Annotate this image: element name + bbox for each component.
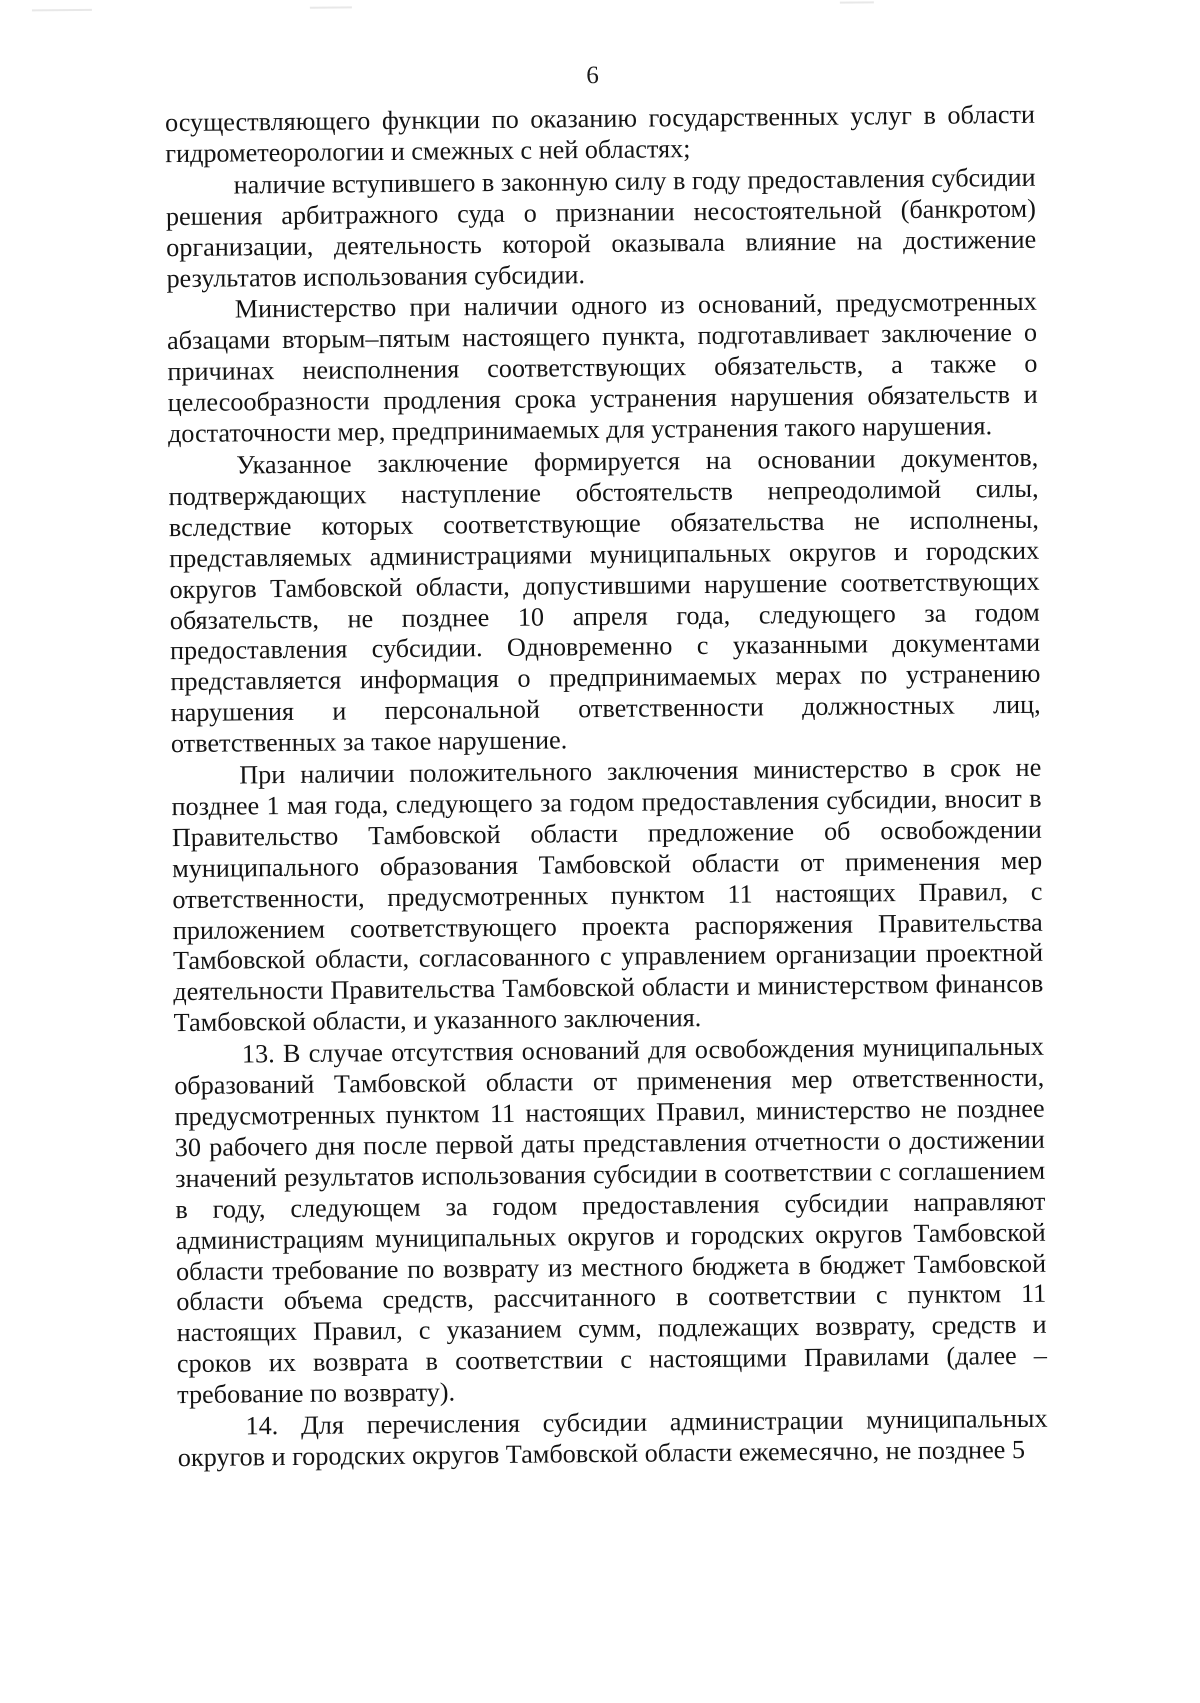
paragraph-continuation: осуществляющего функции по оказанию государственных услуг в области гидрометеорологии и смежных с ней областях;	[164, 99, 1036, 169]
paragraph-item-14: 14. Для перечисления субсидии администрации муниципальных округов и городских округов Тамбовской области ежемесячно, не позднее 5	[177, 1403, 1048, 1473]
page-number: 6	[586, 61, 599, 90]
scan-artifact	[840, 1, 874, 3]
scan-artifact	[32, 9, 92, 12]
paragraph-positive-conclusion: При наличии положительного заключения министерство в срок не позднее 1 мая года, следующего за годом предоставления субсидии, вносит в Правительство Тамбовской области предложение об освобождении муниципального образования Тамбовской области от применения мер ответственности, предусмотренных пунктом 11 настоящих Правил, с приложением соответствующего проекта распоряжения Правительства Тамбовской области, согласованного с управлением организации проектной деятельности Правительства Тамбовской области и министерством финансов Тамбовской области, и указанного заключения.	[171, 752, 1044, 1038]
document-body	[165, 100, 1048, 1475]
scan-artifact	[310, 6, 352, 8]
paragraph-conclusion-basis: Указанное заключение формируется на основании документов, подтверждающих наступление обстоятельств непреодолимой силы, вследствие которых соответствующие обязательства не исполнены, представляемых администрациями муниципальных округов и городских округов Тамбовской области, допустившими нарушение соответствующих обязательств, не позднее 10 апреля года, следующего за годом предоставления субсидии. Одновременно с указанными документами представляется информация о предпринимаемых мерах по устранению нарушения и персональной ответственности должностных лиц, ответственных за такое нарушение.	[168, 442, 1041, 759]
paragraph-bankruptcy-condition: наличие вступившего в законную силу в году предоставления субсидии решения арбитражного суда о признании несостоятельной (банкротом) организации, деятельность которой оказывала влияние на достижение результатов использования субсидии.	[165, 162, 1037, 293]
paragraph-ministry-conclusion: Министерство при наличии одного из оснований, предусмотренных абзацами вторым–пятым настоящего пункта, подготавливает заключение о причинах неисполнения соответствующих обязательств, а также о целесообразности продления срока устранения нарушения обязательств и достаточности мер, предпринимаемых для устранения такого нарушения.	[166, 287, 1038, 449]
paragraph-item-13: 13. В случае отсутствия оснований для освобождения муниципальных образований Тамбовской области от применения мер ответственности, предусмотренных пунктом 11 настоящих Правил, министерство не позднее 30 рабочего дня после первой даты представления отчетности о достижении значений результатов использования субсидии в соответствии с соглашением в году, следующем за годом предоставления субсидии направляют администрациям муниципальных округов и городских округов Тамбовской области требование по возврату из местного бюджета в бюджет Тамбовской области объема средств, рассчитанного в соответствии с пунктом 11 настоящих Правил, с указанием сумм, подлежащих возврату, средств и сроков их возврата в соответствии с настоящими Правилами (далее – требование по возврату).	[174, 1031, 1048, 1410]
